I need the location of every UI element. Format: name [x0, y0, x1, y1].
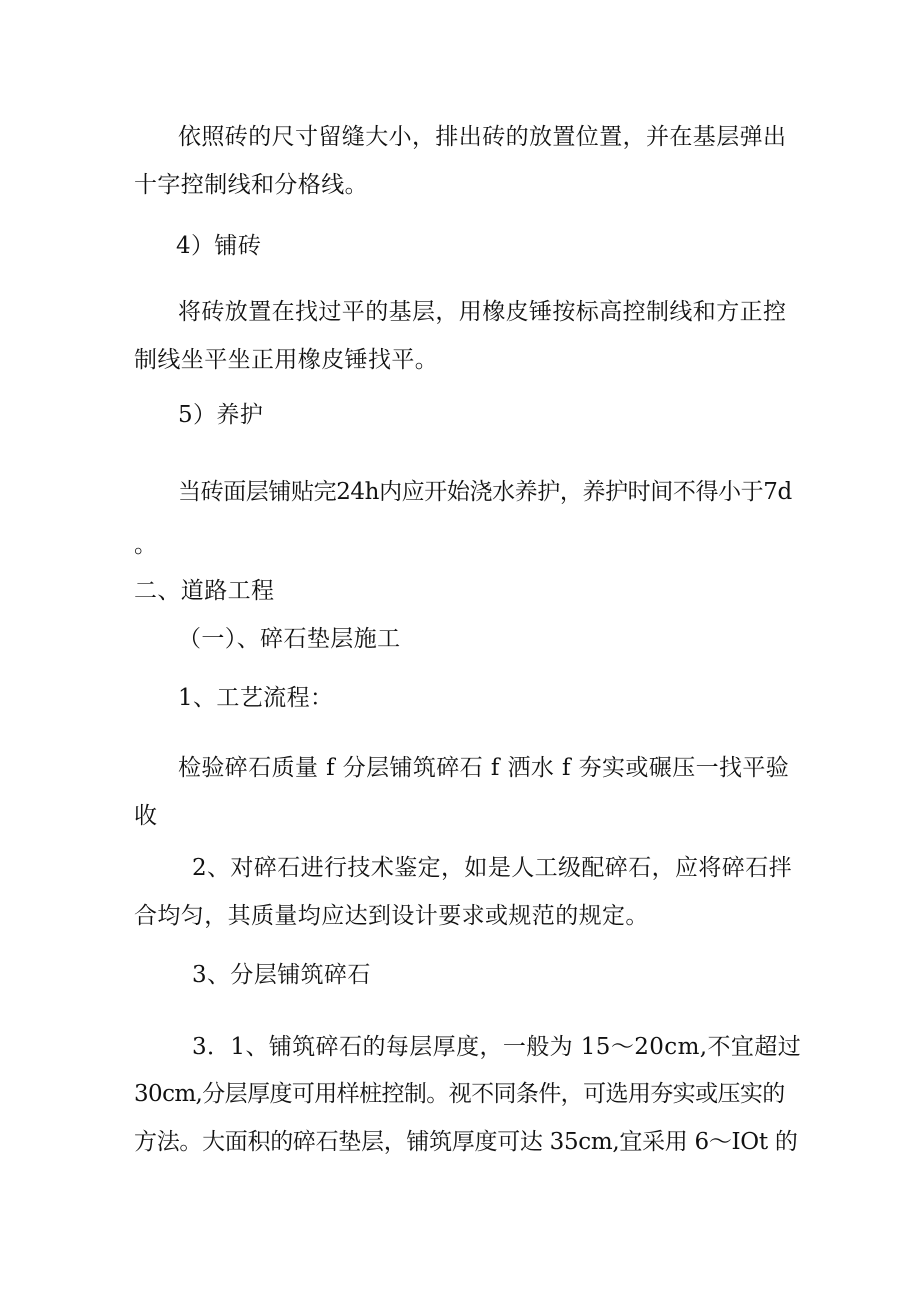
section-heading: 4）铺砖 — [176, 233, 262, 259]
chapter-heading: 二、道路工程 — [134, 578, 275, 604]
paragraph-line: 依照砖的尺寸留缝大小，排出砖的放置位置，并在基层弹出 — [178, 124, 787, 150]
paragraph-line: 3．1、铺筑碎石的每层厚度，一般为 15～20cm,不宜超过 — [192, 1034, 802, 1060]
paragraph-line: 方法。大面积的碎石垫层，铺筑厚度可达 35cm,宜采用 6～IOt 的 — [134, 1129, 798, 1155]
paragraph-line: 当砖面层铺贴完24h内应开始浇水养护，养护时间不得小于7d — [178, 479, 792, 505]
paragraph-line: 将砖放置在找过平的基层，用橡皮锤按标高控制线和方正控 — [178, 299, 787, 325]
paragraph-line: 。 — [134, 532, 158, 558]
section-heading: （一）、碎石垫层施工 — [178, 626, 401, 652]
paragraph-line: 检验碎石质量 f 分层铺筑碎石 f 洒水 f 夯实或碾压一找平验 — [178, 755, 790, 781]
section-heading: 5）养护 — [178, 402, 264, 428]
paragraph-line: 十字控制线和分格线。 — [134, 172, 368, 198]
paragraph-line: 合均匀，其质量均应达到设计要求或规范的规定。 — [134, 903, 649, 929]
paragraph-line: 2、对碎石进行技术鉴定，如是人工级配碎石，应将碎石拌 — [192, 855, 793, 881]
paragraph-line: 30cm,分层厚度可用样桩控制。视不同条件，可选用夯实或压实的 — [134, 1081, 785, 1107]
subsection-heading: 1、工艺流程： — [178, 685, 334, 711]
paragraph-line: 收 — [134, 803, 158, 829]
subsection-heading: 3、分层铺筑碎石 — [192, 962, 371, 988]
paragraph-line: 制线坐平坐正用橡皮锤找平。 — [134, 347, 439, 373]
